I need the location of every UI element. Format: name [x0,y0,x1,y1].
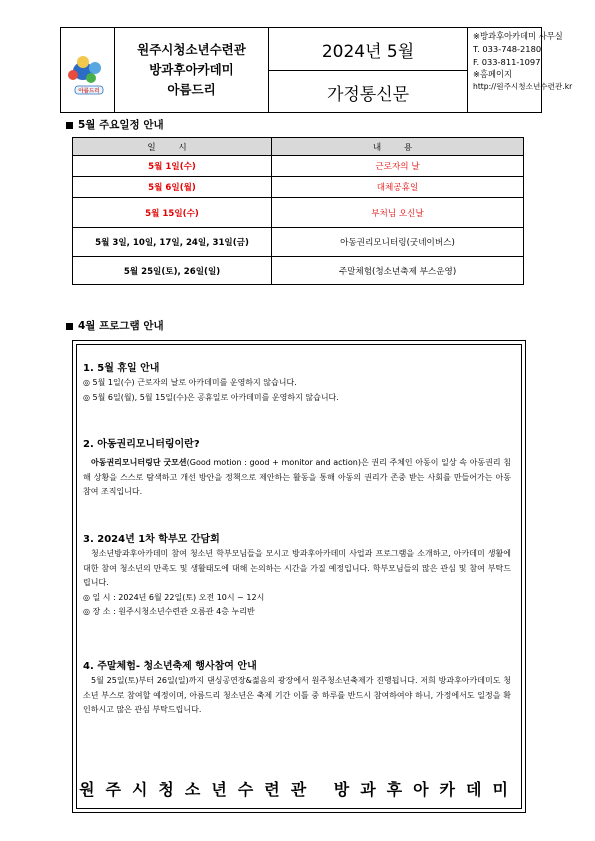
title-cell [269,28,468,112]
table-row: 5월 3일, 10일, 17일, 24일, 31일(금) 아동권리모니터링(굿네이버스) [73,228,524,257]
fax: F. 033-811-1097 [473,56,541,67]
program-item-3 [83,530,511,620]
org-line2: 방과후아카데미 [149,62,234,77]
table-row: 5월 1일(수) 근로자의 날 [73,156,524,177]
item-title: 1. 5월 휴일 안내 [83,363,160,374]
header-box [60,27,573,113]
program-item-2 [83,435,511,500]
phone: T. 033-748-2180 [473,43,542,54]
homepage-link[interactable]: http://원주시청소년수련관.kr [473,82,573,92]
footer-org-name: 원주시청소년수련관 방과후아카데미 [79,780,519,799]
schedule-table [72,137,524,285]
item-line: ◎ 일 시 : 2024년 6월 22일(토) 오전 10시 ~ 12시 [83,592,265,602]
item-line: ◎ 5월 6일(월), 5월 15일(수)은 공휴일로 아카데미를 운영하지 않습니다. [83,392,339,402]
program-section-title: 4월 프로그램 안내 [66,318,164,333]
square-bullet-icon [66,323,73,330]
square-bullet-icon [66,122,73,129]
office-label: ※방과후아카데미 사무실 [473,31,563,41]
item-line: ◎ 장 소 : 원주시청소년수련관 오름관 4층 누리반 [83,607,255,616]
org-line1: 원주시청소년수련관 [137,42,246,57]
logo-text: 아름드리 [78,88,100,95]
org-name-cell [115,28,269,112]
org-line3: 아름드리 [167,82,216,97]
item-line: ◎ 5월 1일(수) 근로자의 날로 아카데미를 운영하지 않습니다. [83,378,297,387]
table-row: 5월 15일(수) 부처님 오신날 [73,198,524,228]
homepage-label: ※홈페이지 [473,69,513,80]
doc-title: 가정통신문 [326,85,410,105]
item-title: 2. 아동권리모니터링이란? [83,439,200,450]
item-body: 청소년방과후아카데미 참여 청소년 학부모님들을 모시고 방과후아카데미 사업과 프로그램을 소개하고, 아카데미 생활에 대한 참여 청소년의 만족도 및 생활태도에 대해 논의하는 시간을 가질 예정입니다. 학부모님들의 많은 관심 및 참여 부탁드립니다. [83,549,511,587]
logo-cell [61,28,115,112]
item-body: 아동권리모니터링단 굿모션(Good motion : good + monitor and action)은 권리 주체인 아동이 일상 속 아동권리 침해 상황을 스스로 탐색하고 개선 방안을 정책으로 제안하는 활동을 통해 아동의 권리가 존중 받는 사회를 만들어가는 아동 참여 조직입니다. [83,458,511,496]
program-item-1 [83,359,511,405]
table-row: 5월 25일(토), 26일(일) 주말체험(청소년축제 부스운영) [73,257,524,285]
contact-info [468,30,573,94]
table-row: 5월 6일(월) 대체공휴일 [73,177,524,198]
date-title: 2024년 5월 [269,28,467,71]
col-content-header: 내 용 [272,138,524,156]
item-title: 4. 주말체험- 청소년축제 행사참여 안내 [83,661,257,672]
program-item-4 [83,657,511,718]
schedule-section-title: 5월 주요일정 안내 [66,117,164,132]
academy-logo-icon [61,28,113,112]
program-box-inner [76,344,522,809]
item-body: 5월 25일(토)부터 26일(일)까지 댄싱공연장&젊음의 광장에서 원주청소년축제가 진행됩니다. 저희 방과후아카데미도 청소년 부스로 참여할 예정이며, 아름드리 청소년은 축제 기간 이틀 중 하루를 반드시 참여하여야 하니, 가정에서도 일정을 확인하시고 많은 관심 부탁드립니다. [83,676,511,714]
col-date-header: 일 시 [73,138,272,156]
item-title: 3. 2024년 1차 학부모 간담회 [83,534,220,545]
program-box [72,340,526,813]
